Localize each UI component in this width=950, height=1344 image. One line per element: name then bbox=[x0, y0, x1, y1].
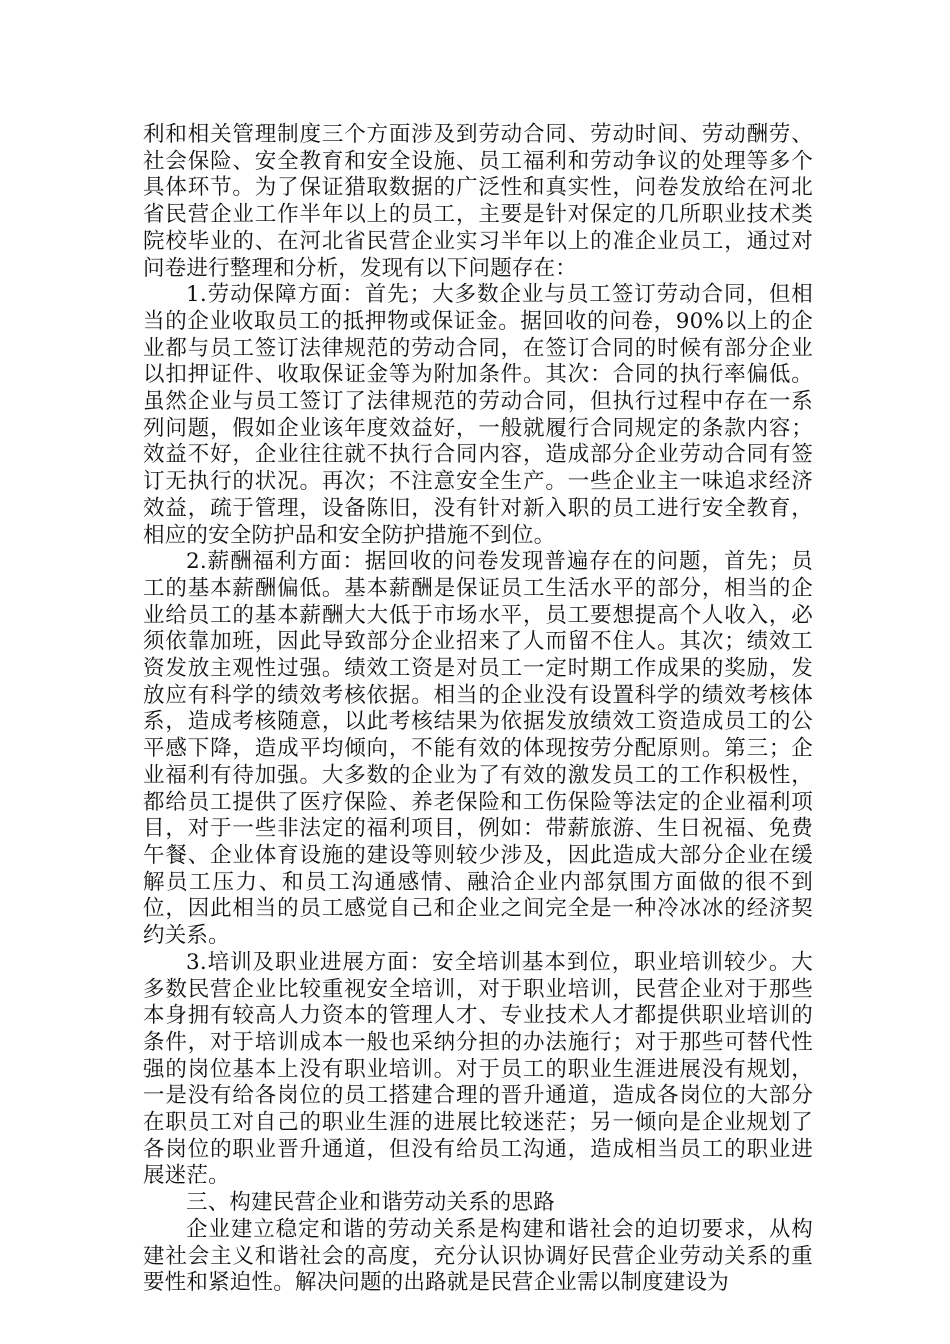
paragraph-salary-welfare: 2.薪酬福利方面：据回收的问卷发现普遍存在的问题，首先；员工的基本薪酬偏低。基本薪酬是保证员工生活水平的部分，相当的企业给员工的基本薪酬大大低于市场水平，员工要想提高个人收入，必须依靠加班，因此导致部分企业招来了人而留不住人。其次；绩效工资发放主观性过强。绩效工资是对员工一定时期工作成果的奖励，发放应有科学的绩效考核依据。相当的企业没有设置科学的绩效考核体系，造成考核随意，以此考核结果为依据发放绩效工资造成员工的公平感下降，造成平均倾向，不能有效的体现按劳分配原则。第三；企业福利有待加强。大多数的企业为了有效的激发员工的工作积极性，都给员工提供了医疗保险、养老保险和工伤保险等法定的企业福利项目，对于一些非法定的福利项目，例如：带薪旅游、生日祝福、免费午餐、企业体育设施的建设等则较少涉及，因此造成大部分企业在缓解员工压力、和员工沟通感情、融洽企业内部氛围方面做的很不到位，因此相当的员工感觉自己和企业之间完全是一种冷冰冰的经济契约关系。 bbox=[143, 549, 813, 949]
section-heading: 三、构建民营企业和谐劳动关系的思路 bbox=[186, 1190, 555, 1216]
paragraph-intro: 利和相关管理制度三个方面涉及到劳动合同、劳动时间、劳动酬劳、社会保险、安全教育和安全设施、员工福利和劳动争议的处理等多个具体环节。为了保证猎取数据的广泛性和真实性，问卷发放给在河北省民营企业工作半年以上的员工，主要是针对保定的几所职业技术类院校毕业的、在河北省民营企业实习半年以上的准企业员工，通过对问卷进行整理和分析，发现有以下问题存在： bbox=[143, 122, 813, 281]
paragraph-labor-security: 1.劳动保障方面：首先；大多数企业与员工签订劳动合同，但相当的企业收取员工的抵押物或保证金。据回收的问卷，90%以上的企业都与员工签订法律规范的劳动合同，在签订合同的时候有部分企业以扣押证件、收取保证金等为附加条件。其次：合同的执行率偏低。虽然企业与员工签订了法律规范的劳动合同，但执行过程中存在一系列问题，假如企业该年度效益好，一般就履行合同规定的条款内容；效益不好，企业往往就不执行合同内容，造成部分企业劳动合同有签订无执行的状况。再次；不注意安全生产。一些企业主一味追求经济效益，疏于管理，设备陈旧，没有针对新入职的员工进行安全教育，相应的安全防护品和安全防护措施不到位。 bbox=[143, 282, 813, 548]
paragraph-conclusion: 企业建立稳定和谐的劳动关系是构建和谐社会的迫切要求，从构建社会主义和谐社会的高度，充分认识协调好民营企业劳动关系的重要性和紧迫性。解决问题的出路就是民营企业需以制度建设为 bbox=[143, 1216, 813, 1296]
document-page bbox=[143, 122, 813, 1297]
paragraph-training-career: 3.培训及职业进展方面：安全培训基本到位，职业培训较少。大多数民营企业比较重视安全培训，对于职业培训，民营企业对于那些本身拥有较高人力资本的管理人才、专业技术人才都提供职业培训的条件，对于培训成本一般也采纳分担的办法施行；对于那些可替代性强的岗位基本上没有职业培训。对于员工的职业生涯进展没有规划，一是没有给各岗位的员工搭建合理的晋升通道，造成各岗位的大部分在职员工对自己的职业生涯的进展比较迷茫；另一倾向是企业规划了各岗位的职业晋升通道，但没有给员工沟通，造成相当员工的职业进展迷茫。 bbox=[143, 949, 813, 1189]
